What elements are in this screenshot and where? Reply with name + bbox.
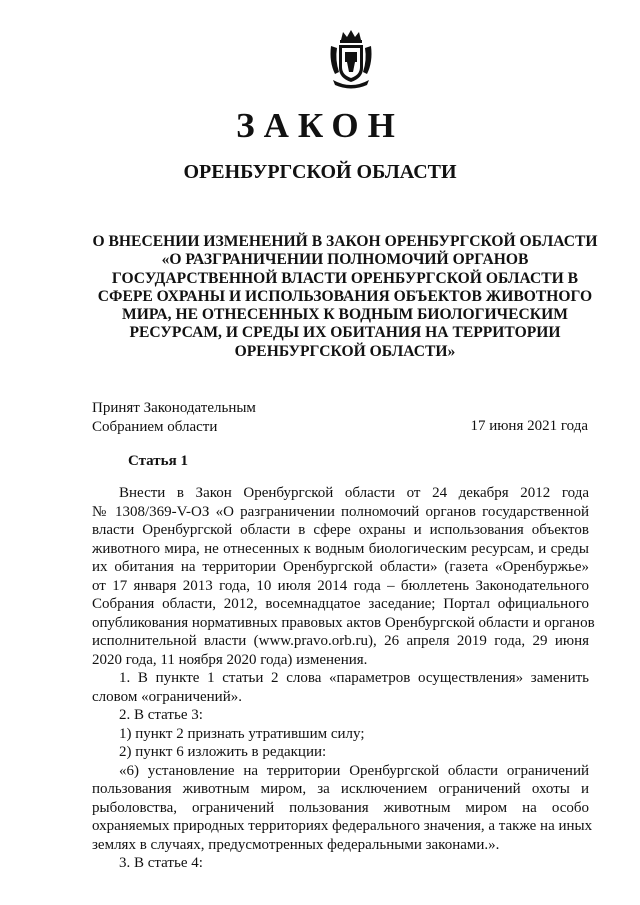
article-line: Внести в Закон Оренбургской области от 24 декабря 2012 года bbox=[119, 485, 589, 501]
law-subject-heading bbox=[92, 233, 598, 361]
article-line: 3. В статье 4: bbox=[119, 855, 203, 871]
subject-line: РЕСУРСАМ, И СРЕДЫ ИХ ОБИТАНИЯ НА ТЕРРИТОРИИ bbox=[129, 324, 561, 342]
article-line: 2) пункт 6 изложить в редакции: bbox=[119, 744, 327, 760]
article-line: 2. В статье 3: bbox=[119, 707, 203, 723]
article-line: рыболовства, ограничений пользования животным миром на особо bbox=[92, 799, 589, 816]
article-heading: Статья 1 bbox=[128, 453, 188, 469]
article-line: Собрания области, 2012, восемнадцатое заседание; Портал официального bbox=[92, 596, 589, 612]
adoption-line: Собранием области bbox=[92, 418, 218, 435]
article-line: 1. В пункте 1 статьи 2 слова «параметров осуществления» заменить bbox=[119, 670, 589, 686]
law-title: ЗАКОН bbox=[236, 106, 404, 145]
adoption-statement bbox=[92, 399, 256, 436]
article-line: № 1308/369-V-ОЗ «О разграничении полномочий органов государственной bbox=[92, 503, 589, 520]
article-line: исполнительной власти (www.pravo.orb.ru), 26 апреля 2019 года, 29 июня bbox=[92, 633, 589, 649]
subject-line: ГОСУДАРСТВЕННОЙ ВЛАСТИ ОРЕНБУРГСКОЙ ОБЛАСТИ В bbox=[111, 269, 579, 287]
article-line: от 17 января 2013 года, 10 июля 2014 года – бюллетень Законодательного bbox=[92, 577, 589, 594]
article-line: охраняемых природных территориях федерального значения, а также на иных bbox=[92, 818, 593, 834]
article-line: пользования животным миром, за исключением ограничений охоты и bbox=[92, 781, 589, 797]
article-line: власти Оренбургской области в сфере охраны и использования объектов bbox=[92, 522, 589, 538]
article-line: словом «ограничений». bbox=[92, 688, 242, 705]
article-line: 2020 года, 11 ноября 2020 года) изменения. bbox=[92, 651, 368, 668]
region-title: ОРЕНБУРГСКОЙ ОБЛАСТИ bbox=[183, 161, 457, 183]
adoption-line: Принят Законодательным bbox=[92, 400, 256, 416]
article-line: их обитания на территории Оренбургской области» (газета «Оренбуржье» bbox=[92, 559, 589, 575]
subject-line: О ВНЕСЕНИИ ИЗМЕНЕНИЙ В ЗАКОН ОРЕНБУРГСКОЙ ОБЛАСТИ bbox=[92, 233, 598, 250]
subject-line: ОРЕНБУРГСКОЙ ОБЛАСТИ» bbox=[234, 342, 456, 360]
subject-line: МИРА, НЕ ОТНЕСЕННЫХ К ВОДНЫМ БИОЛОГИЧЕСКИМ bbox=[122, 306, 568, 324]
subject-line: «О РАЗГРАНИЧЕНИИ ПОЛНОМОЧИЙ ОРГАНОВ bbox=[161, 251, 529, 269]
subject-line: СФЕРЕ ОХРАНЫ И ИСПОЛЬЗОВАНИЯ ОБЪЕКТОВ ЖИВОТНОГО bbox=[97, 287, 593, 305]
article-body bbox=[92, 484, 595, 873]
article-line: землях в случаях, предусмотренных федеральными законами.». bbox=[92, 836, 500, 853]
article-line: опубликования нормативных правовых актов Оренбургской области и органов bbox=[92, 614, 595, 631]
article-line: животного мира, не отнесенных к водным биологическим ресурсам, и среды bbox=[92, 540, 589, 557]
article-line: «6) установление на территории Оренбургской области ограничений bbox=[119, 762, 589, 779]
article-line: 1) пункт 2 признать утратившим силу; bbox=[119, 725, 365, 742]
adoption-date: 17 июня 2021 года bbox=[470, 418, 588, 434]
coat-of-arms-icon bbox=[327, 28, 375, 90]
